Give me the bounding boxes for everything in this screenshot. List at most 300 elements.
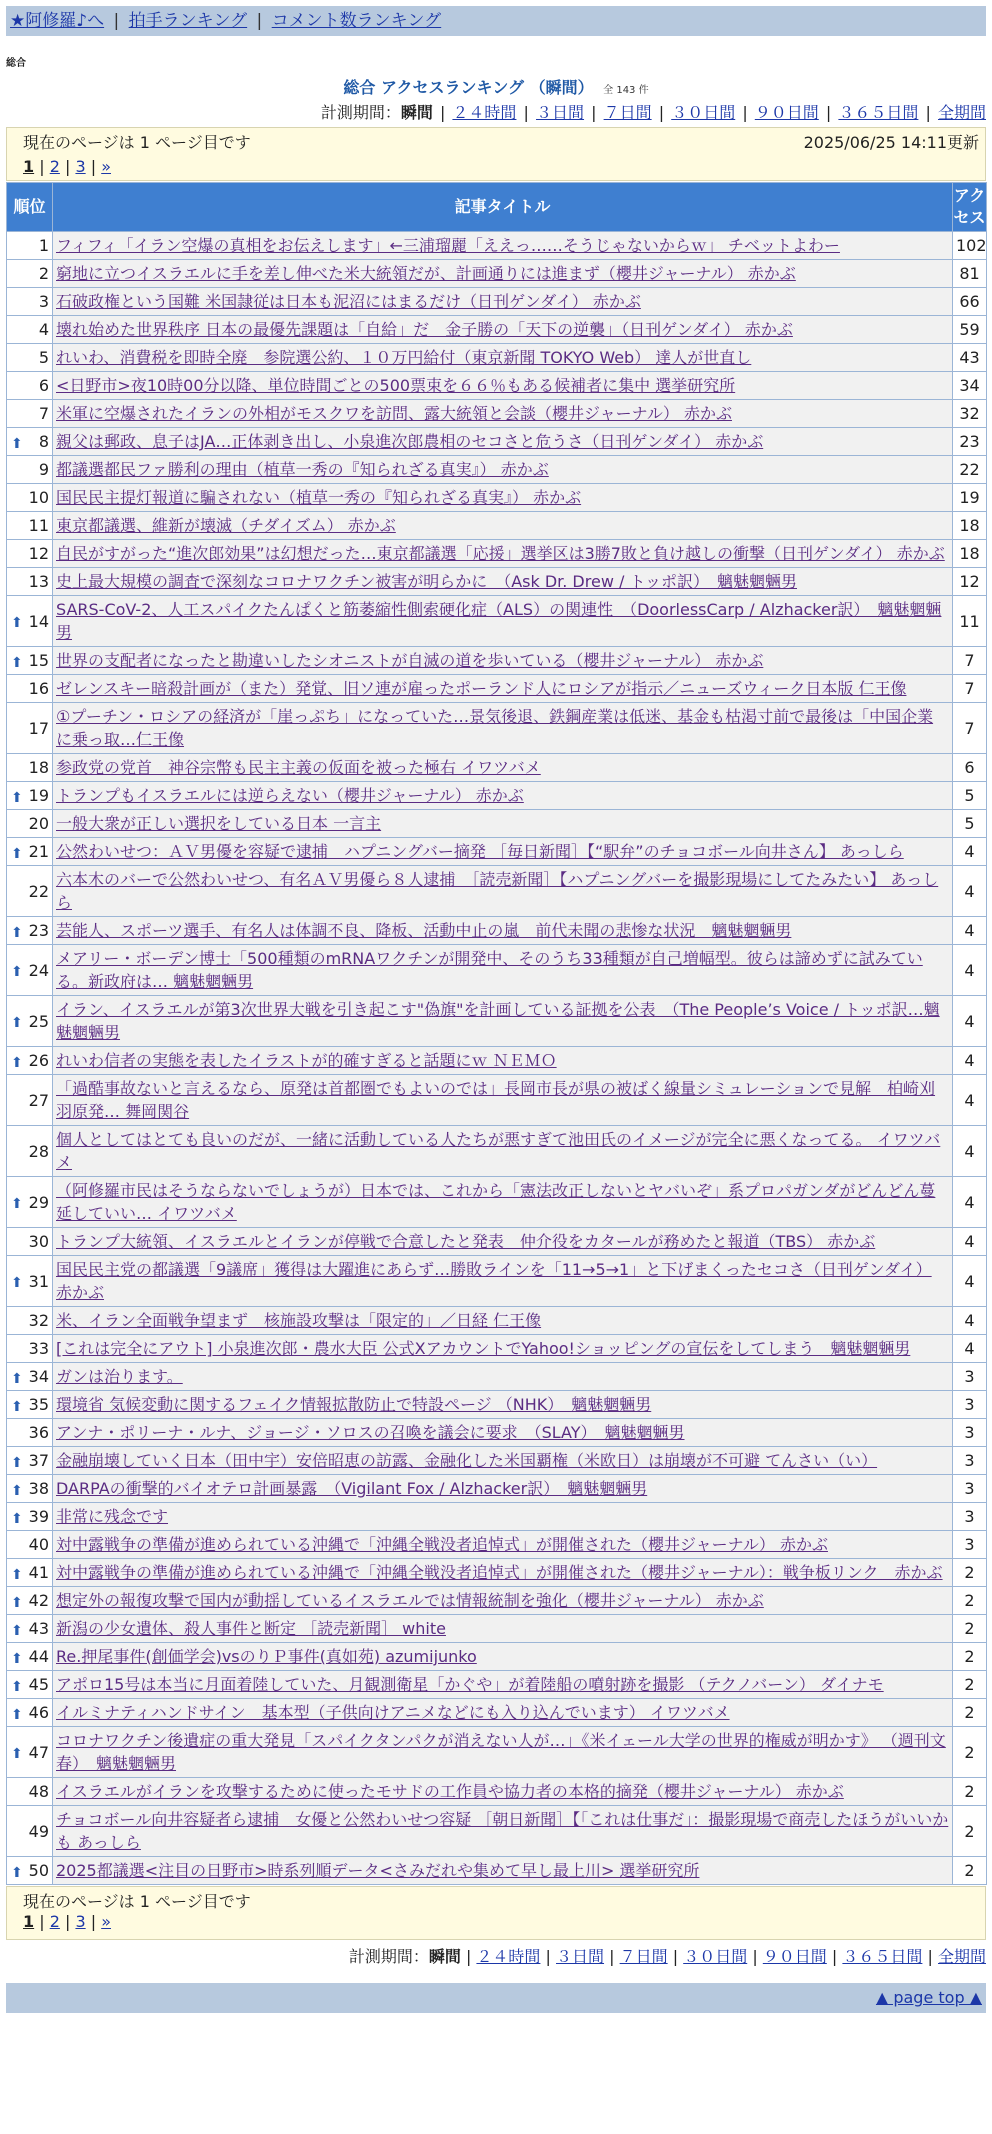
table-row (7, 400, 987, 428)
period-link[interactable]: ７日間 (619, 1947, 668, 1966)
title-cell (53, 232, 953, 260)
rank-number: 33 (28, 1339, 49, 1358)
period-link[interactable]: 全期間 (937, 103, 986, 122)
title-cell (53, 260, 953, 288)
rank-cell (7, 1419, 53, 1447)
rank-number: 2 (38, 264, 49, 283)
access-count: 4 (953, 866, 987, 917)
up-arrow-icon: ⬆ (11, 1746, 23, 1762)
period-separator: | (591, 103, 597, 122)
rank-number: 1 (38, 236, 49, 255)
page-status: 現在のページは 1 ページ目です (23, 133, 251, 152)
access-count: 2 (953, 1699, 987, 1727)
rank-number: 19 (28, 786, 49, 805)
access-count: 2 (953, 1587, 987, 1615)
table-row (7, 1391, 987, 1419)
period-separator: | (927, 1947, 933, 1966)
access-count: 4 (953, 1228, 987, 1256)
period-link[interactable]: ３日間 (536, 103, 585, 122)
access-count: 6 (953, 754, 987, 782)
rank-number: 11 (28, 516, 49, 535)
up-arrow-icon: ⬆ (11, 615, 23, 631)
title-cell (53, 945, 953, 996)
article-link[interactable]: 親父は郵政、息子はJA…正体剥き出し、小泉進次郎農相のセコさと危うさ（日刊ゲンダイ） 赤かぶ (56, 432, 764, 451)
rank-number: 27 (28, 1090, 49, 1110)
rank-cell (7, 1256, 53, 1307)
article-link[interactable]: イスラエルがイランを攻撃するために使ったモサドの工作員や協力者の本格的摘発（櫻井ジャーナル） 赤かぶ (56, 1782, 844, 1801)
table-row (7, 996, 987, 1047)
rank-number: 8 (38, 432, 49, 451)
table-row (7, 1806, 987, 1857)
access-count: 2 (953, 1857, 987, 1885)
rank-number: 24 (28, 960, 49, 980)
article-link[interactable]: Re.押尾事件(創価学会)vsのりＰ事件(真如苑) azumijunko (56, 1647, 477, 1666)
table-row (7, 1857, 987, 1885)
rank-number: 37 (28, 1451, 49, 1470)
period-link[interactable]: ９０日間 (754, 103, 819, 122)
table-row (7, 260, 987, 288)
rank-cell (7, 1671, 53, 1699)
up-arrow-icon: ⬆ (11, 1566, 23, 1583)
title-cell (53, 782, 953, 810)
rank-cell (7, 596, 53, 647)
rank-cell (7, 1075, 53, 1126)
title-cell (53, 917, 953, 945)
home-link[interactable]: ★阿修羅♪へ (10, 11, 105, 31)
title-cell (53, 456, 953, 484)
period-link[interactable]: ３日間 (556, 1947, 605, 1966)
table-row (7, 1727, 987, 1778)
rank-cell (7, 260, 53, 288)
period-link[interactable]: ３０日間 (671, 103, 736, 122)
up-arrow-icon: ⬆ (11, 1510, 23, 1527)
rank-number: 49 (28, 1821, 49, 1841)
pagination-bottom: 1 | 2 | 3 | » (23, 1912, 111, 1931)
table-row (7, 647, 987, 675)
rank-cell (7, 1391, 53, 1419)
article-link[interactable]: 世界の支配者になったと勘違いしたシオニストが自滅の道を歩いている（櫻井ジャーナル） 赤かぶ (56, 651, 764, 670)
title-cell (53, 1363, 953, 1391)
article-link[interactable]: 公然わいせつ：ＡＶ男優を容疑で逮捕 ハプニングバー摘発 ［毎日新聞］【“駅弁”のチョコボール向井さん】 あっしら (56, 842, 904, 861)
access-count: 3 (953, 1503, 987, 1531)
article-link[interactable]: 「過酷事故ないと言えるなら、原発は首都圏でもよいのでは」長岡市長が県の被ばく線量シミュレーションで見解 柏崎刈羽原発… 舞岡関谷 (56, 1079, 936, 1121)
article-link[interactable]: 六本木のバーで公然わいせつ、有名ＡＶ男優ら８人逮捕 ［読売新聞］【ハプニングバーを撮影現場にしてたみたい】 あっしら (56, 870, 939, 912)
rank-cell (7, 512, 53, 540)
period-separator: | (658, 103, 665, 122)
title-cell (53, 1228, 953, 1256)
title-cell (53, 512, 953, 540)
table-row (7, 1615, 987, 1643)
article-link[interactable]: イラン、イスラエルが第3次世界大戦を引き起こす"偽旗"を計画している証拠を公表 （The People’s Voice / トッポ訳…魑魅魍魎男 (56, 1000, 940, 1042)
rank-number: 21 (28, 842, 49, 861)
rank-cell (7, 1857, 53, 1885)
rank-cell (7, 1335, 53, 1363)
category-label: 総合 (6, 58, 26, 69)
access-count: 4 (953, 1307, 987, 1335)
item-count: 全 143 件 (603, 85, 649, 96)
table-row (7, 1419, 987, 1447)
table-row (7, 1126, 987, 1177)
title-cell (53, 675, 953, 703)
rank-cell (7, 1615, 53, 1643)
title-cell (53, 754, 953, 782)
access-count: 4 (953, 1335, 987, 1363)
access-count: 3 (953, 1447, 987, 1475)
rank-cell (7, 372, 53, 400)
title-cell (53, 866, 953, 917)
access-count: 4 (953, 838, 987, 866)
rank-cell (7, 400, 53, 428)
rank-cell (7, 568, 53, 596)
title-cell (53, 540, 953, 568)
ranking-title: 総合 アクセスランキング （瞬間） (343, 78, 594, 97)
period-label: 計測期間： (320, 103, 401, 122)
access-count: 4 (953, 1256, 987, 1307)
article-link[interactable]: 史上最大規模の調査で深刻なコロナワクチン被害が明らかに （Ask Dr. Drew / トッポ訳） 魑魅魍魎男 (56, 572, 797, 591)
page-link[interactable]: 2 (49, 1912, 60, 1931)
rank-number: 5 (38, 348, 49, 367)
title-cell (53, 1075, 953, 1126)
access-count: 3 (953, 1419, 987, 1447)
article-link[interactable]: <日野市>夜10時00分以降、単位時間ごとの500票束を６６％もある候補者に集中 選挙研究所 (56, 376, 736, 395)
article-link[interactable]: 芸能人、スポーツ選手、有名人は体調不良、降板、活動中止の嵐 前代未聞の悲惨な状況 魑魅魍魎男 (56, 921, 792, 940)
title-cell (53, 1778, 953, 1806)
rank-number: 48 (28, 1782, 49, 1801)
rank-cell (7, 540, 53, 568)
rank-number: 41 (28, 1563, 49, 1582)
rank-number: 3 (38, 292, 49, 311)
access-count: 32 (953, 400, 987, 428)
title-cell (53, 428, 953, 456)
article-link[interactable]: 想定外の報復攻撃で国内が動揺しているイスラエルでは情報統制を強化（櫻井ジャーナル） 赤かぶ (56, 1591, 764, 1610)
title-cell (53, 1126, 953, 1177)
title-cell (53, 1047, 953, 1075)
title-cell (53, 316, 953, 344)
article-link[interactable]: 対中露戦争の準備が進められている沖縄で「沖縄全戦没者追悼式」が開催された（櫻井ジャーナル） 赤かぶ (56, 1535, 828, 1554)
article-link[interactable]: （阿修羅市民はそうならないでしょうが）日本では、これから「憲法改正しないとヤバいぞ」系プロパガンダがどんどん蔓延していい… イワツバメ (56, 1181, 936, 1223)
period-link[interactable]: ３６５日間 (838, 103, 919, 122)
up-arrow-icon: ⬆ (11, 1054, 23, 1071)
article-link[interactable]: 自民がすがった“進次郎効果”は幻想だった…東京都議選「応援」選挙区は3勝7敗と負け越しの衝撃（日刊ゲンダイ） 赤かぶ (56, 544, 945, 563)
up-arrow-icon: ⬆ (11, 1594, 23, 1611)
rank-cell (7, 1559, 53, 1587)
title-cell (53, 1391, 953, 1419)
up-arrow-icon: ⬆ (11, 1275, 23, 1291)
article-link[interactable]: ①プーチン・ロシアの経済が「崖っぷち」になっていた…景気後退、鉄鋼産業は低迷、基金も枯渇寸前で最後は「中国企業に乗っ取…仁王像 (56, 707, 934, 749)
table-row (7, 866, 987, 917)
article-link[interactable]: れいわ信者の実態を表したイラストが的確すぎると話題にｗ ＮＥＭＯ (56, 1051, 557, 1070)
title-cell (53, 400, 953, 428)
article-link[interactable]: 参政党の党首 神谷宗幣も民主主義の仮面を被った極右 イワツバメ (56, 758, 541, 777)
article-link[interactable]: チョコボール向井容疑者ら逮捕 女優と公然わいせつ容疑 ［朝日新聞］【「これは仕事だ」：撮影現場で商売したほうがいいかも あっしら (56, 1810, 949, 1852)
table-row (7, 540, 987, 568)
rank-number: 45 (28, 1675, 49, 1694)
title-cell (53, 1475, 953, 1503)
page-top-link[interactable]: ▲ page top ▲ (875, 1988, 982, 2007)
table-row (7, 484, 987, 512)
article-link[interactable]: アンナ・ポリーナ・ルナ、ジョージ・ソロスの召喚を議会に要求 （SLAY） 魑魅魍魎男 (56, 1423, 685, 1442)
article-link[interactable]: ガンは治ります。 (56, 1367, 183, 1386)
rank-cell (7, 1503, 53, 1531)
up-arrow-icon: ⬆ (11, 924, 23, 941)
table-row (7, 316, 987, 344)
article-link[interactable]: 個人としてはとても良いのだが、一緒に活動している人たちが悪すぎて池田氏のイメージが完全に悪くなってる。 イワツバメ (56, 1130, 941, 1172)
rank-cell (7, 996, 53, 1047)
rank-cell (7, 288, 53, 316)
rank-number: 30 (28, 1232, 49, 1251)
title-cell (53, 1671, 953, 1699)
page-link[interactable]: 3 (75, 157, 86, 176)
title-cell (53, 1531, 953, 1559)
rank-number: 34 (28, 1367, 49, 1386)
period-link[interactable]: ２４時間 (476, 1947, 541, 1966)
access-count: 81 (953, 260, 987, 288)
article-link[interactable]: 窮地に立つイスラエルに手を差し伸べた米大統領だが、計画通りには進まず（櫻井ジャーナル） 赤かぶ (56, 264, 796, 283)
title-cell (53, 596, 953, 647)
access-count: 23 (953, 428, 987, 456)
article-link[interactable]: [これは完全にアウト] 小泉進次郎・農水大臣 公式XアカウントでYahoo!ショッピングの宣伝をしてしまう 魑魅魍魎男 (56, 1339, 911, 1358)
title-cell (53, 1419, 953, 1447)
up-arrow-icon: ⬆ (11, 845, 23, 862)
table-row (7, 703, 987, 754)
article-link[interactable]: フィフィ「イラン空爆の真相をお伝えします」←三浦瑠麗「ええっ……そうじゃないからｗ」 チベットよわー (56, 236, 840, 255)
rank-cell (7, 917, 53, 945)
rank-number: 46 (28, 1703, 49, 1722)
rank-number: 14 (28, 611, 49, 631)
table-row (7, 428, 987, 456)
next-page-link[interactable]: » (101, 157, 111, 176)
access-count: 11 (953, 596, 987, 647)
pagination-top: 1 | 2 | 3 | » (23, 157, 111, 176)
rank-number: 50 (28, 1861, 49, 1880)
period-link[interactable]: 全期間 (937, 1947, 986, 1966)
access-count: 4 (953, 1126, 987, 1177)
rank-number: 17 (28, 718, 49, 738)
title-header: 記事タイトル (53, 183, 953, 232)
article-link[interactable]: SARS-CoV-2、人工スパイクたんぱくと筋萎縮性側索硬化症（ALS）の関連性 （DoorlessCarp / Alzhacker訳） 魑魅魍魎男 (56, 600, 942, 642)
table-row (7, 288, 987, 316)
up-arrow-icon: ⬆ (11, 1196, 23, 1212)
article-link[interactable]: トランプもイスラエルには逆らえない（櫻井ジャーナル） 赤かぶ (56, 786, 524, 805)
rank-cell (7, 1531, 53, 1559)
access-count: 22 (953, 456, 987, 484)
access-header: アクセス (953, 183, 987, 232)
access-count: 7 (953, 703, 987, 754)
updated-time: 2025/06/25 14:11更新 (803, 133, 979, 152)
table-row (7, 1256, 987, 1307)
up-arrow-icon: ⬆ (11, 964, 23, 980)
article-link[interactable]: 金融崩壊していく日本（田中宇）安倍昭恵の訪露、金融化した米国覇権（米欧日）は崩壊が不可避 てんさい（い） (56, 1451, 878, 1470)
up-arrow-icon: ⬆ (11, 1650, 23, 1667)
access-count: 3 (953, 1475, 987, 1503)
footer-bar (6, 1983, 986, 2013)
access-count: 5 (953, 782, 987, 810)
article-link[interactable]: 米、イラン全面戦争望まず 核施設攻撃は「限定的」／日経 仁王像 (56, 1311, 542, 1330)
period-selector-bottom (6, 1944, 986, 1967)
article-link[interactable]: 米軍に空爆されたイランの外相がモスクワを訪問、露大統領と会談（櫻井ジャーナル） 赤かぶ (56, 404, 732, 423)
rank-cell (7, 1727, 53, 1778)
article-link[interactable]: 都議選都民ファ勝利の理由（植草一秀の『知られざる真実』） 赤かぶ (56, 460, 549, 479)
rank-number: 28 (28, 1141, 49, 1161)
next-page-link[interactable]: » (101, 1912, 111, 1931)
title-cell (53, 372, 953, 400)
rank-cell (7, 232, 53, 260)
article-link[interactable]: DARPAの衝撃的バイオテロ計画暴露 （Vigilant Fox / Alzhacker訳） 魑魅魍魎男 (56, 1479, 648, 1498)
period-separator: | (609, 1947, 615, 1966)
title-cell (53, 810, 953, 838)
article-link[interactable]: 国民民主提灯報道に騙されない（植草一秀の『知られざる真実』） 赤かぶ (56, 488, 582, 507)
article-link[interactable]: 石破政権という国難 米国隷従は日本も泥沼にはまるだけ（日刊ゲンダイ） 赤かぶ (56, 292, 641, 311)
article-link[interactable]: イルミナティハンドサイン 基本型（子供向けアニメなどにも入り込んでいます） イワツバメ (56, 1703, 730, 1722)
access-count: 2 (953, 1778, 987, 1806)
rank-cell (7, 1778, 53, 1806)
rank-number: 4 (38, 320, 49, 339)
access-count: 4 (953, 1047, 987, 1075)
article-link[interactable]: メアリー・ボーデン博士「500種類のmRNAワクチンが開発中、そのうち33種類が自己増幅型。彼らは諦めずに試みている。新政府は… 魑魅魍魎男 (56, 949, 923, 991)
article-link[interactable]: れいわ、消費税を即時全廃 参院選公約、１０万円給付（東京新聞 TOKYO Web） 達人が世直し (56, 348, 752, 367)
access-count: 2 (953, 1559, 987, 1587)
clap-ranking-link[interactable]: 拍手ランキング (128, 11, 248, 31)
article-link[interactable]: ゼレンスキー暗殺計画が（また）発覚、旧ソ連が雇ったポーランド人にロシアが指示／ニューズウィーク日本版 仁王像 (56, 679, 907, 698)
rank-cell (7, 344, 53, 372)
rank-number: 36 (28, 1423, 49, 1442)
article-link[interactable]: コロナワクチン後遺症の重大発見「スパイクタンパクが消えない人が…」《米イェール大学の世界的権威が明かす》 （週刊文春） 魑魅魍魎男 (56, 1731, 946, 1773)
article-link[interactable]: トランプ大統領、イスラエルとイランが停戦で合意したと発表 仲介役をカタールが務めたと報道（TBS） 赤かぶ (56, 1232, 876, 1251)
title-cell (53, 1857, 953, 1885)
title-cell (53, 1447, 953, 1475)
table-row (7, 1177, 987, 1228)
rank-cell (7, 703, 53, 754)
table-row (7, 917, 987, 945)
rank-number: 47 (28, 1742, 49, 1762)
period-link[interactable]: ３６５日間 (842, 1947, 923, 1966)
access-count: 5 (953, 810, 987, 838)
rank-number: 42 (28, 1591, 49, 1610)
article-link[interactable]: 国民民主党の都議選「9議席」獲得は大躍進にあらず…勝敗ラインを「11→5→1」と下げまくったセコさ（日刊ゲンダイ） 赤かぶ (56, 1260, 932, 1302)
rank-number: 25 (28, 1011, 49, 1031)
up-arrow-icon: ⬆ (11, 1398, 23, 1415)
title-cell (53, 484, 953, 512)
rank-cell (7, 782, 53, 810)
access-count: 102 (953, 232, 987, 260)
rank-cell (7, 1228, 53, 1256)
title-cell (53, 1256, 953, 1307)
table-row (7, 1671, 987, 1699)
article-link[interactable]: 対中露戦争の準備が進められている沖縄で「沖縄全戦没者追悼式」が開催された（櫻井ジャーナル）：戦争板リンク 赤かぶ (56, 1563, 943, 1582)
table-row (7, 1447, 987, 1475)
access-count: 18 (953, 540, 987, 568)
page-link[interactable]: 2 (49, 157, 60, 176)
top-nav (6, 6, 986, 36)
access-count: 59 (953, 316, 987, 344)
rank-cell (7, 456, 53, 484)
rank-cell (7, 1699, 53, 1727)
title-cell (53, 1699, 953, 1727)
current-page: 1 (23, 157, 35, 176)
comment-ranking-link[interactable]: コメント数ランキング (271, 11, 442, 31)
rank-number: 31 (28, 1271, 49, 1291)
title-cell (53, 288, 953, 316)
title-cell (53, 996, 953, 1047)
ranking-body (7, 232, 987, 1885)
rank-number: 6 (38, 376, 49, 395)
rank-number: 23 (28, 921, 49, 940)
table-row (7, 838, 987, 866)
access-count: 4 (953, 1177, 987, 1228)
period-link[interactable]: ３０日間 (683, 1947, 748, 1966)
rank-number: 9 (38, 460, 49, 479)
title-cell (53, 1806, 953, 1857)
article-link[interactable]: 2025都議選<注目の日野市>時系列順データ<さみだれや集めて早し最上川> 選挙研究所 (56, 1861, 700, 1880)
current-page: 1 (23, 1912, 35, 1931)
table-row (7, 372, 987, 400)
title-cell (53, 1307, 953, 1335)
rank-number: 15 (28, 651, 49, 670)
rank-number: 39 (28, 1507, 49, 1526)
rank-cell (7, 1126, 53, 1177)
table-row (7, 1699, 987, 1727)
title-cell (53, 1335, 953, 1363)
rank-cell (7, 838, 53, 866)
access-count: 4 (953, 945, 987, 996)
article-link[interactable]: 新潟の少女遺体、殺人事件と断定 ［読売新聞］ white (56, 1619, 446, 1638)
period-current: 瞬間 (400, 103, 433, 122)
rank-number: 44 (28, 1647, 49, 1666)
title-cell (53, 703, 953, 754)
access-count: 7 (953, 675, 987, 703)
rank-cell (7, 1475, 53, 1503)
table-row (7, 1503, 987, 1531)
article-link[interactable]: 非常に残念です (56, 1507, 169, 1526)
period-link[interactable]: ９０日間 (762, 1947, 827, 1966)
period-link[interactable]: ７日間 (603, 103, 652, 122)
period-link[interactable]: ２４時間 (452, 103, 517, 122)
access-count: 43 (953, 344, 987, 372)
rank-cell (7, 810, 53, 838)
up-arrow-icon: ⬆ (11, 1370, 23, 1387)
up-arrow-icon: ⬆ (11, 654, 23, 671)
table-row (7, 1587, 987, 1615)
period-separator: | (439, 103, 446, 122)
rank-number: 40 (28, 1535, 49, 1554)
up-arrow-icon: ⬆ (11, 1622, 23, 1639)
page-link[interactable]: 3 (75, 1912, 86, 1931)
article-link[interactable]: 一般大衆が正しい選択をしている日本 一言主 (56, 814, 382, 833)
access-count: 19 (953, 484, 987, 512)
rank-cell (7, 1447, 53, 1475)
article-link[interactable]: アポロ15号は本当に月面着陸していた、月観測衛星「かぐや」が着陸船の噴射跡を撮影 （テクノバーン） ダイナモ (56, 1675, 884, 1694)
rank-number: 22 (28, 881, 49, 901)
period-selector-top (6, 100, 986, 123)
period-separator: | (925, 103, 931, 122)
table-row (7, 810, 987, 838)
rank-number: 10 (28, 488, 49, 507)
table-row (7, 1228, 987, 1256)
period-current: 瞬間 (428, 1947, 461, 1966)
table-row (7, 1363, 987, 1391)
period-separator: | (742, 103, 748, 122)
up-arrow-icon: ⬆ (11, 1706, 23, 1723)
access-count: 2 (953, 1806, 987, 1857)
rank-cell (7, 1643, 53, 1671)
article-link[interactable]: 環境省 気候変動に関するフェイク情報拡散防止で特設ページ （NHK） 魑魅魍魎男 (56, 1395, 652, 1414)
up-arrow-icon: ⬆ (11, 435, 23, 452)
title-cell (53, 1559, 953, 1587)
table-row (7, 1307, 987, 1335)
article-link[interactable]: 東京都議選、維新が壊滅（チダイズム） 赤かぶ (56, 516, 396, 535)
article-link[interactable]: 壊れ始めた世界秩序 日本の最優先課題は「自給」だ 金子勝の「天下の逆襲」（日刊ゲンダイ） 赤かぶ (56, 320, 793, 339)
access-count: 3 (953, 1531, 987, 1559)
